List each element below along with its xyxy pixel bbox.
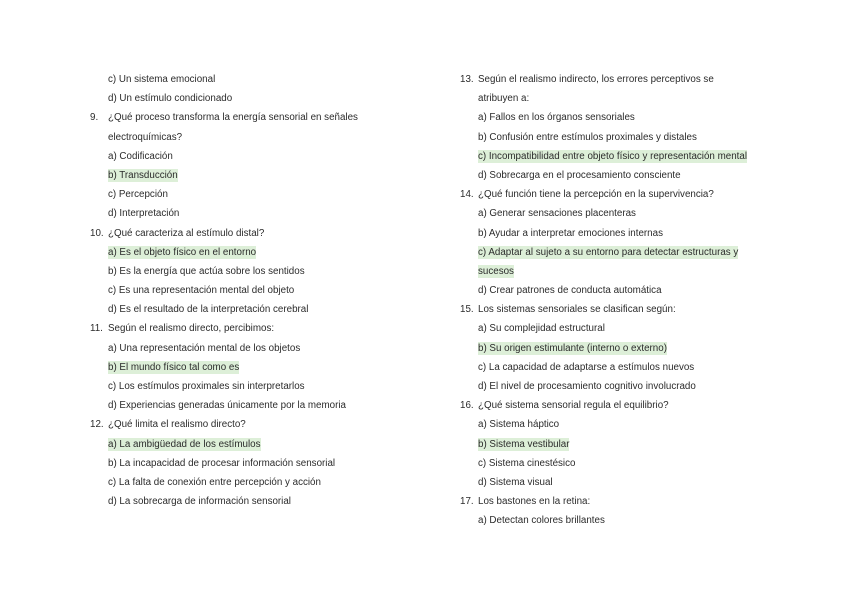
line-text: d) Crear patrones de conducta automática — [478, 285, 662, 297]
question-line — [460, 185, 790, 204]
question-number: 15. — [460, 304, 474, 316]
question-line — [90, 224, 430, 243]
answer-line — [90, 166, 430, 185]
answer-line — [90, 377, 430, 396]
answer-line — [460, 204, 790, 223]
line-text: c) Sistema cinestésico — [478, 457, 576, 469]
line-text: Los sistemas sensoriales se clasifican según: — [478, 304, 676, 316]
line-text: b) Confusión entre estímulos proximales y distales — [478, 131, 697, 143]
question-number: 17. — [460, 496, 474, 508]
line-text: Según el realismo indirecto, los errores perceptivos se — [478, 74, 714, 85]
answer-line — [460, 281, 790, 300]
question-number: 11. — [90, 323, 103, 335]
answer-line — [460, 473, 790, 492]
correct-answer-text: a) Es el objeto físico en el entorno — [108, 246, 257, 258]
answer-line — [90, 89, 430, 108]
line-text: c) Los estímulos proximales sin interpretarlos — [108, 381, 305, 392]
correct-answer-text: a) La ambigüedad de los estímulos — [108, 438, 261, 450]
line-text: a) Sistema háptico — [478, 419, 560, 431]
question-number: 14. — [460, 189, 474, 201]
question-number: 12. — [90, 419, 104, 431]
answer-line — [90, 339, 430, 358]
question-line — [90, 319, 430, 338]
line-text: a) Una representación mental de los objetos — [108, 342, 301, 354]
answer-line — [90, 147, 430, 166]
line-text: c) Es una representación mental del objeto — [108, 285, 295, 297]
line-text: a) Generar sensaciones placenteras — [478, 208, 636, 220]
answer-line — [460, 224, 790, 243]
correct-answer-text: b) Transducción — [108, 169, 178, 181]
question-number: 13. — [460, 74, 474, 85]
answer-line — [460, 435, 790, 454]
answer-line — [90, 243, 430, 262]
answer-line — [90, 396, 430, 415]
correct-answer-text: c) Incompatibilidad entre objeto físico y representación mental — [478, 150, 748, 162]
answer-line — [90, 70, 430, 89]
line-text: b) Es la energía que actúa sobre los sentidos — [108, 265, 305, 277]
line-text: Según el realismo directo, percibimos: — [108, 323, 275, 335]
line-text: d) Un estímulo condicionado — [108, 93, 233, 105]
answer-line — [90, 435, 430, 454]
line-text: ¿Qué limita el realismo directo? — [108, 419, 246, 431]
line-text: a) Fallos en los órganos sensoriales — [478, 112, 635, 124]
question-line — [90, 415, 430, 434]
correct-answer-text: sucesos — [478, 265, 514, 277]
answer-line — [460, 377, 790, 396]
line-text: c) La falta de conexión entre percepción y acción — [108, 476, 321, 488]
question-line — [460, 492, 790, 511]
question-line — [90, 108, 430, 127]
line-text: c) La capacidad de adaptarse a estímulos nuevos — [478, 361, 695, 373]
answer-line — [90, 128, 430, 147]
question-line — [460, 70, 790, 89]
line-text: Los bastones en la retina: — [478, 496, 591, 508]
answer-line — [460, 319, 790, 338]
answer-line — [460, 262, 790, 281]
answer-line — [460, 108, 790, 127]
answer-line — [460, 511, 790, 530]
line-text: b) La incapacidad de procesar información sensorial — [108, 457, 336, 469]
question-number: 9. — [90, 112, 99, 124]
answer-line — [460, 454, 790, 473]
question-line — [460, 300, 790, 319]
correct-answer-text: b) Su origen estimulante (interno o externo) — [478, 342, 667, 354]
line-text: d) Experiencias generadas únicamente por la memoria — [108, 400, 346, 412]
answer-line — [460, 339, 790, 358]
line-text: d) Es el resultado de la interpretación cerebral — [108, 304, 309, 316]
answer-line — [90, 300, 430, 319]
correct-answer-text: b) El mundo físico tal como es — [108, 361, 240, 373]
answer-line — [90, 281, 430, 300]
line-text: ¿Qué proceso transforma la energía sensorial en señales — [108, 112, 358, 124]
line-text: a) Detectan colores brillantes — [478, 515, 605, 527]
answer-line — [460, 147, 790, 166]
answer-line — [460, 128, 790, 147]
question-line — [460, 396, 790, 415]
line-text: d) El nivel de procesamiento cognitivo involucrado — [478, 381, 696, 392]
left-column — [90, 70, 430, 511]
answer-line — [460, 415, 790, 434]
answer-line — [460, 358, 790, 377]
correct-answer-text: c) Adaptar al sujeto a su entorno para detectar estructuras y — [478, 246, 739, 258]
line-text: ¿Qué caracteriza al estímulo distal? — [108, 227, 265, 239]
answer-line — [460, 243, 790, 262]
line-text: d) Sistema visual — [478, 476, 553, 488]
answer-line — [460, 166, 790, 185]
line-text: b) Ayudar a interpretar emociones internas — [478, 227, 663, 239]
line-text: c) Un sistema emocional — [108, 74, 216, 85]
line-text: a) Su complejidad estructural — [478, 323, 605, 335]
line-text: electroquímicas? — [108, 131, 183, 143]
answer-line — [90, 204, 430, 223]
answer-line — [460, 89, 790, 108]
line-text: ¿Qué función tiene la percepción en la supervivencia? — [478, 189, 714, 201]
line-text: atribuyen a: — [478, 93, 530, 105]
answer-line — [90, 358, 430, 377]
correct-answer-text: b) Sistema vestibular — [478, 438, 570, 450]
line-text: a) Codificación — [108, 150, 173, 162]
answer-line — [90, 473, 430, 492]
answer-line — [90, 262, 430, 281]
answer-line — [90, 454, 430, 473]
line-text: d) Interpretación — [108, 208, 180, 220]
question-number: 10. — [90, 227, 104, 239]
question-number: 16. — [460, 400, 474, 412]
right-column — [460, 70, 790, 531]
line-text: d) Sobrecarga en el procesamiento consciente — [478, 169, 681, 181]
answer-line — [90, 492, 430, 511]
line-text: c) Percepción — [108, 189, 168, 201]
answer-line — [90, 185, 430, 204]
line-text: d) La sobrecarga de información sensorial — [108, 496, 291, 508]
line-text: ¿Qué sistema sensorial regula el equilibrio? — [478, 400, 669, 412]
